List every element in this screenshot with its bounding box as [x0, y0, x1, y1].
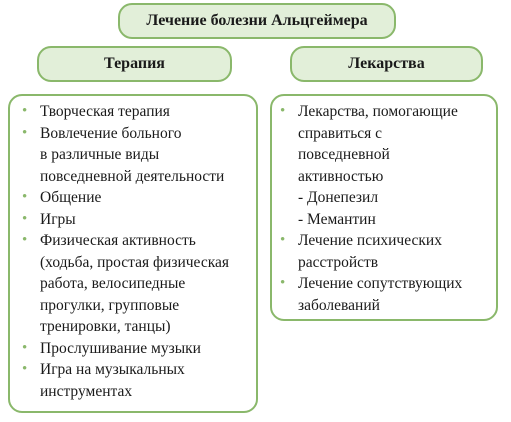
therapy-item-line: работа, велосипедные [40, 275, 186, 292]
therapy-panel [8, 94, 258, 413]
therapy-item-line: • Физическая активность [40, 232, 196, 249]
medications-item-line: • Лекарства, помогающие [298, 103, 458, 120]
medications-item-line: расстройств [298, 253, 379, 271]
therapy-item-line: • Игры [40, 210, 76, 228]
therapy-item-line: • Общение [40, 189, 102, 206]
therapy-item-involvement [40, 123, 252, 188]
therapy-item-line: • Прослушивание музыки [40, 339, 201, 357]
therapy-list [10, 96, 256, 402]
medications-heading-text: Лекарства [348, 55, 425, 72]
therapy-item-line: (ходьба, простая физическая [40, 253, 230, 271]
medications-item-line: заболеваний [298, 296, 380, 314]
therapy-item-games [40, 209, 252, 231]
medications-heading-box [290, 46, 483, 82]
therapy-item-music [40, 338, 252, 360]
therapy-item-line: • Вовлечение больного [40, 124, 182, 142]
medications-item-line: повседневной [298, 146, 390, 163]
medications-item-line: активностью [298, 167, 384, 185]
therapy-heading-box [37, 46, 232, 82]
therapy-item-line: в различные виды [40, 146, 160, 163]
diagram-title-text: Лечение болезни Альцгеймера [146, 12, 368, 29]
therapy-item-line: тренировки, танцы) [40, 318, 171, 335]
medications-item-mental [298, 230, 492, 273]
medications-subitem-memantine: - Мемантин [298, 210, 376, 228]
medications-item-line: • Лечение психических [298, 232, 442, 249]
therapy-item-creative [40, 101, 252, 123]
therapy-item-line: • Творческая терапия [40, 103, 170, 120]
medications-item-line: • Лечение сопутствующих [298, 275, 463, 292]
therapy-item-line: • Игра на музыкальных [40, 361, 185, 378]
therapy-item-line: инструментах [40, 382, 133, 400]
medications-item-daily [298, 101, 492, 230]
therapy-item-line: прогулки, групповые [40, 296, 180, 314]
medications-subitem-donepezil: - Донепезил [298, 189, 379, 206]
therapy-item-instruments [40, 359, 252, 402]
therapy-item-physical [40, 230, 252, 338]
therapy-heading-text: Терапия [104, 55, 165, 72]
medications-list [272, 96, 496, 316]
medications-item-line: справиться с [298, 124, 383, 142]
medications-item-comorbid [298, 273, 492, 316]
therapy-item-line: повседневной деятельности [40, 167, 225, 185]
therapy-item-communication [40, 187, 252, 209]
medications-panel [270, 94, 498, 321]
diagram-title [118, 3, 396, 39]
